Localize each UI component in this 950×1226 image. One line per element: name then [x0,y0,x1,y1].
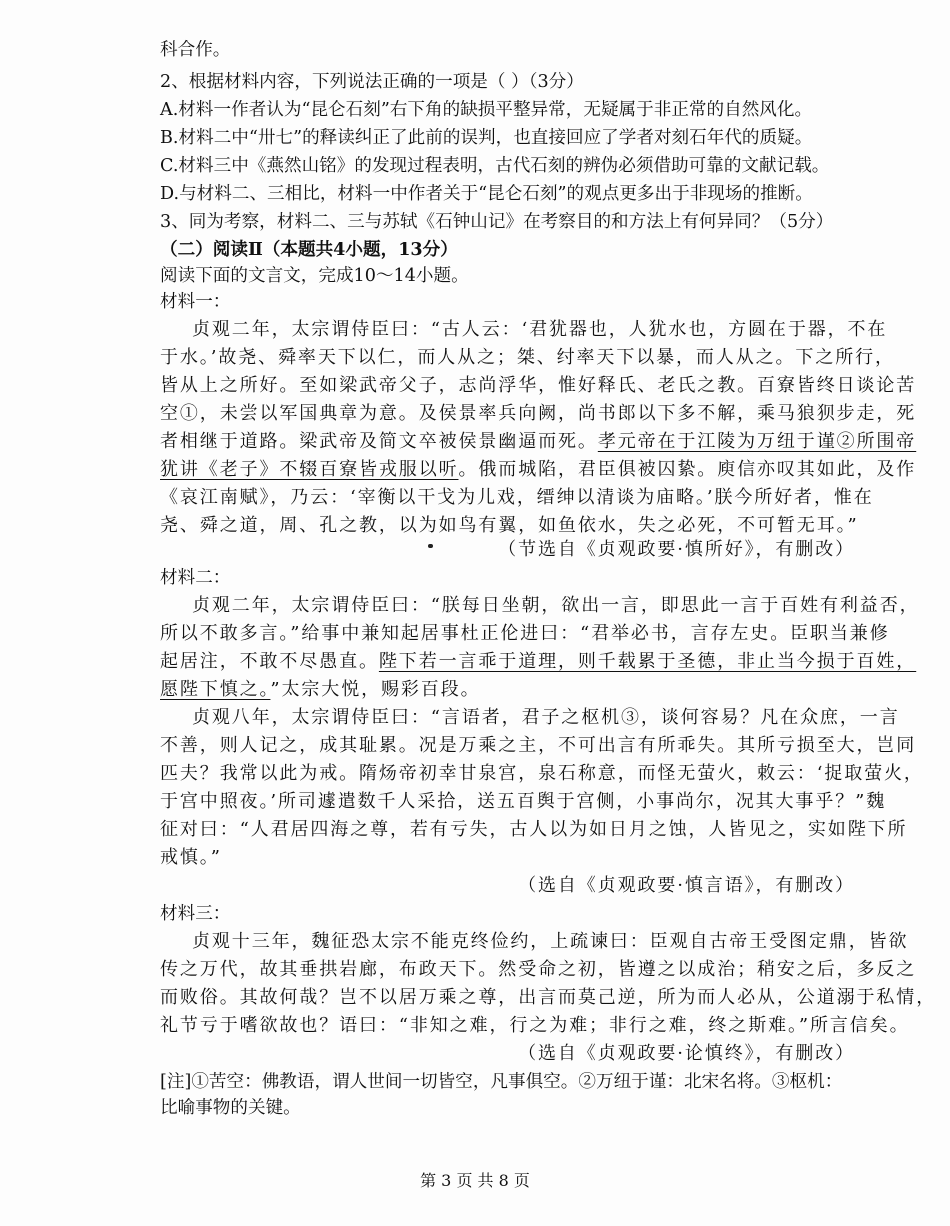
text-segment: 。俄而城陷，君臣俱被囚絷。庾信亦叹其如此，及作 [458,459,917,480]
material-3-line: 贞观十三年，魏征恐太宗不能克终俭约，上疏谏曰：臣观自古帝王受图定鼎，皆欲 [192,931,909,952]
material-1-line: 于水。’故尧、舜率天下以仁，而人从之；桀、纣率天下以暴，而人从之。下之所行， [160,347,895,368]
material-2-line: 匹夫？我常以此为戒。隋炀帝初幸甘泉宫，泉石称意，而怪无萤火，敕云：‘捉取萤火， [160,763,924,784]
option-c: C.材料三中《燕然山铭》的发现过程表明，古代石刻的辨伪必须借助可靠的文献记载。 [160,156,830,176]
material-2-line [160,678,481,702]
material-1-label: 材料一： [160,292,231,312]
material-2-line [160,650,916,674]
question-3: 3、同为考察，材料二、三与苏轼《石钟山记》在考察目的和方法上有何异同？（5分） [160,212,834,232]
material-1-line: 皆从上之所好。至如梁武帝父子，志尚浮华，惟好释氏、老氏之教。百寮皆终日谈论苦 [160,375,917,396]
material-2-line: 贞观二年，太宗谓侍臣曰：“朕每日坐朝，欲出一言，即思此一言于百姓有利益否， [192,595,920,616]
material-1-line: 尧、舜之道，周、孔之教，以为如鸟有翼，如鱼依水，失之必死，不可暂无耳。” [160,515,859,536]
text-segment: 者相继于道路。梁武帝及简文卒被侯景幽逼而死。 [160,431,598,452]
material-1-line: 贞观二年，太宗谓侍臣曰：“古人云：‘君犹器也，人犹水也，方圆在于器，不在 [192,319,888,340]
material-3-line: 传之万代，故其垂拱岩廊，布政天下。然受命之初，皆遵之以成治；稍安之后，多反之 [160,959,917,980]
ink-dot [428,544,433,548]
material-1-line: 空①，未尝以军国典章为意。及侯景率兵向阙，尚书郎以下多不解，乘马狼狈步走，死 [160,403,917,424]
text-segment: 起居注，不敢不尽愚直。 [160,651,379,672]
underlined-sentence: 孝元帝在于江陵为万纽于谨②所围帝 [597,431,917,452]
material-2-line: 所以不敢多言。”给事中兼知起居事杜正伦进曰：“君举必书，言存左史。臣职当兼修 [160,623,890,644]
underlined-sentence: 犹讲《老子》不辍百寮皆戎服以听 [160,459,459,480]
option-b: B.材料二中“卅七”的释读纠正了此前的误判，也直接回应了学者对刻石年代的质疑。 [160,128,813,148]
text-segment: ”太宗大悦，赐彩百段。 [270,679,481,700]
option-d: D.与材料二、三相比，材料一中作者关于“昆仑石刻”的观点更多出于非现场的推断。 [160,184,813,204]
text-line: 科合作。 [160,40,231,60]
material-2-line: 贞观八年，太宗谓侍臣曰：“言语者，君子之枢机③，谈何容易？凡在众庶，一言 [192,707,900,728]
annotation-line: 比喻事物的关键。 [160,1098,301,1118]
section-heading: （二）阅读Ⅱ（本题共4小题，13分） [160,239,458,260]
material-1-line: 《哀江南赋》，乃云：‘宰衡以干戈为儿戏，缙绅以清谈为庙略。’朕今所好者，惟在 [160,487,874,508]
material-2-line: 不善，则人记之，成其耻累。况是万乘之主，不可出言有所乖失。其所亏损至大，岂同 [160,735,917,756]
annotation-line: [注]①苦空：佛教语，谓人世间一切皆空，凡事俱空。②万纽于谨：北宋名将。③枢机： [160,1072,843,1092]
section-instruction: 阅读下面的文言文，完成10～14小题。 [160,266,469,286]
question-2: 2、根据材料内容，下列说法正确的一项是（ ）（3分） [160,72,584,92]
page-number: 第 3 页 共 8 页 [420,1171,530,1190]
material-2-source: （选自《贞观政要·慎言语》，有删改） [518,875,855,896]
underlined-sentence: 愿陛下慎之。 [160,679,271,700]
material-1-line [160,458,916,482]
material-3-line: 礼节亏于嗜欲故也？语曰：“非知之难，行之为难；非行之难，终之斯难。”所言信矣。 [160,1015,910,1036]
material-3-source: （选自《贞观政要·论慎终》，有删改） [518,1043,855,1064]
material-3-line: 而败俗。其故何哉？岂不以居万乘之尊，出言而莫己逆，所为而人必从，公道溺于私情， [160,987,937,1008]
underlined-sentence: 陛下若一言乖于道理，则千载累于圣德，非止当今损于百姓， [378,651,917,672]
option-a: A.材料一作者认为“昆仑石刻”右下角的缺损平整异常，无疑属于非正常的自然风化。 [160,100,813,120]
material-1-line [160,430,916,454]
material-2-label: 材料二： [160,568,231,588]
material-3-label: 材料三： [160,904,231,924]
material-2-line: 征对曰：“人君居四海之尊，若有亏失，古人以为如日月之蚀，人皆见之，实如陛下所 [160,819,908,840]
material-2-line: 戒慎。” [160,847,222,868]
material-2-line: 于宫中照夜。’所司遽遣数千人采拾，送五百舆于宫侧，小事尚尔，况其大事乎？”魏 [160,791,887,812]
material-1-source: （节选自《贞观政要·慎所好》，有删改） [498,539,855,560]
